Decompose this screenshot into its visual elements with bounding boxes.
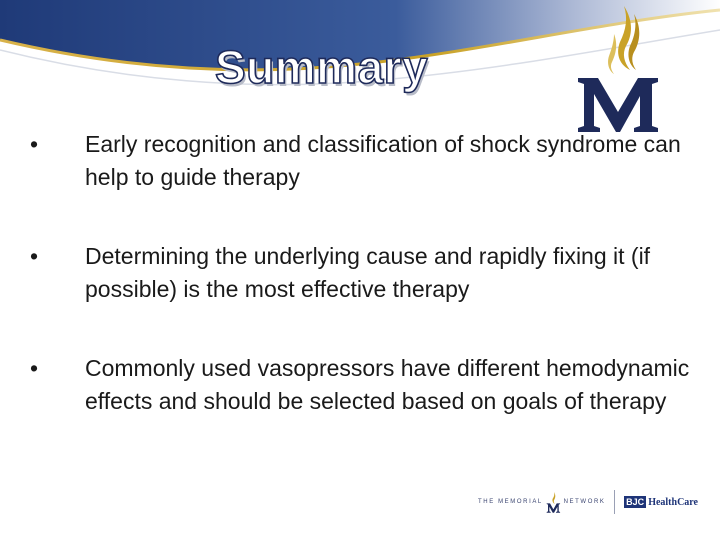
network-name-left: THE MEMORIAL: [478, 499, 543, 505]
bullet-dot: •: [30, 355, 39, 381]
healthcare-logo-text: HealthCare: [648, 496, 698, 508]
bullet-item: [30, 352, 700, 418]
bullet-text: Determining the underlying cause and rapidly fixing it (if possible) is the most effective therapy: [85, 243, 651, 302]
bullet-dot: •: [30, 131, 39, 157]
bullet-item: [30, 240, 700, 306]
footer-brand: [478, 482, 698, 522]
bjc-logo: BJC: [626, 497, 645, 507]
footer-divider: [614, 490, 615, 514]
bullet-list: [30, 128, 700, 418]
bullet-dot: •: [30, 243, 39, 269]
memorial-m-flame-logo-icon: [572, 4, 664, 134]
network-name-right: NETWORK: [563, 499, 606, 505]
slide-title: Summary: [215, 41, 429, 93]
memorial-m-small-logo-icon: [546, 486, 561, 518]
bullet-text: Early recognition and classification of shock syndrome can help to guide therapy: [85, 131, 681, 190]
bullet-item: [30, 128, 700, 194]
bullet-text: Commonly used vasopressors have different hemodynamic effects and should be selected based on goals of therapy: [85, 355, 690, 414]
